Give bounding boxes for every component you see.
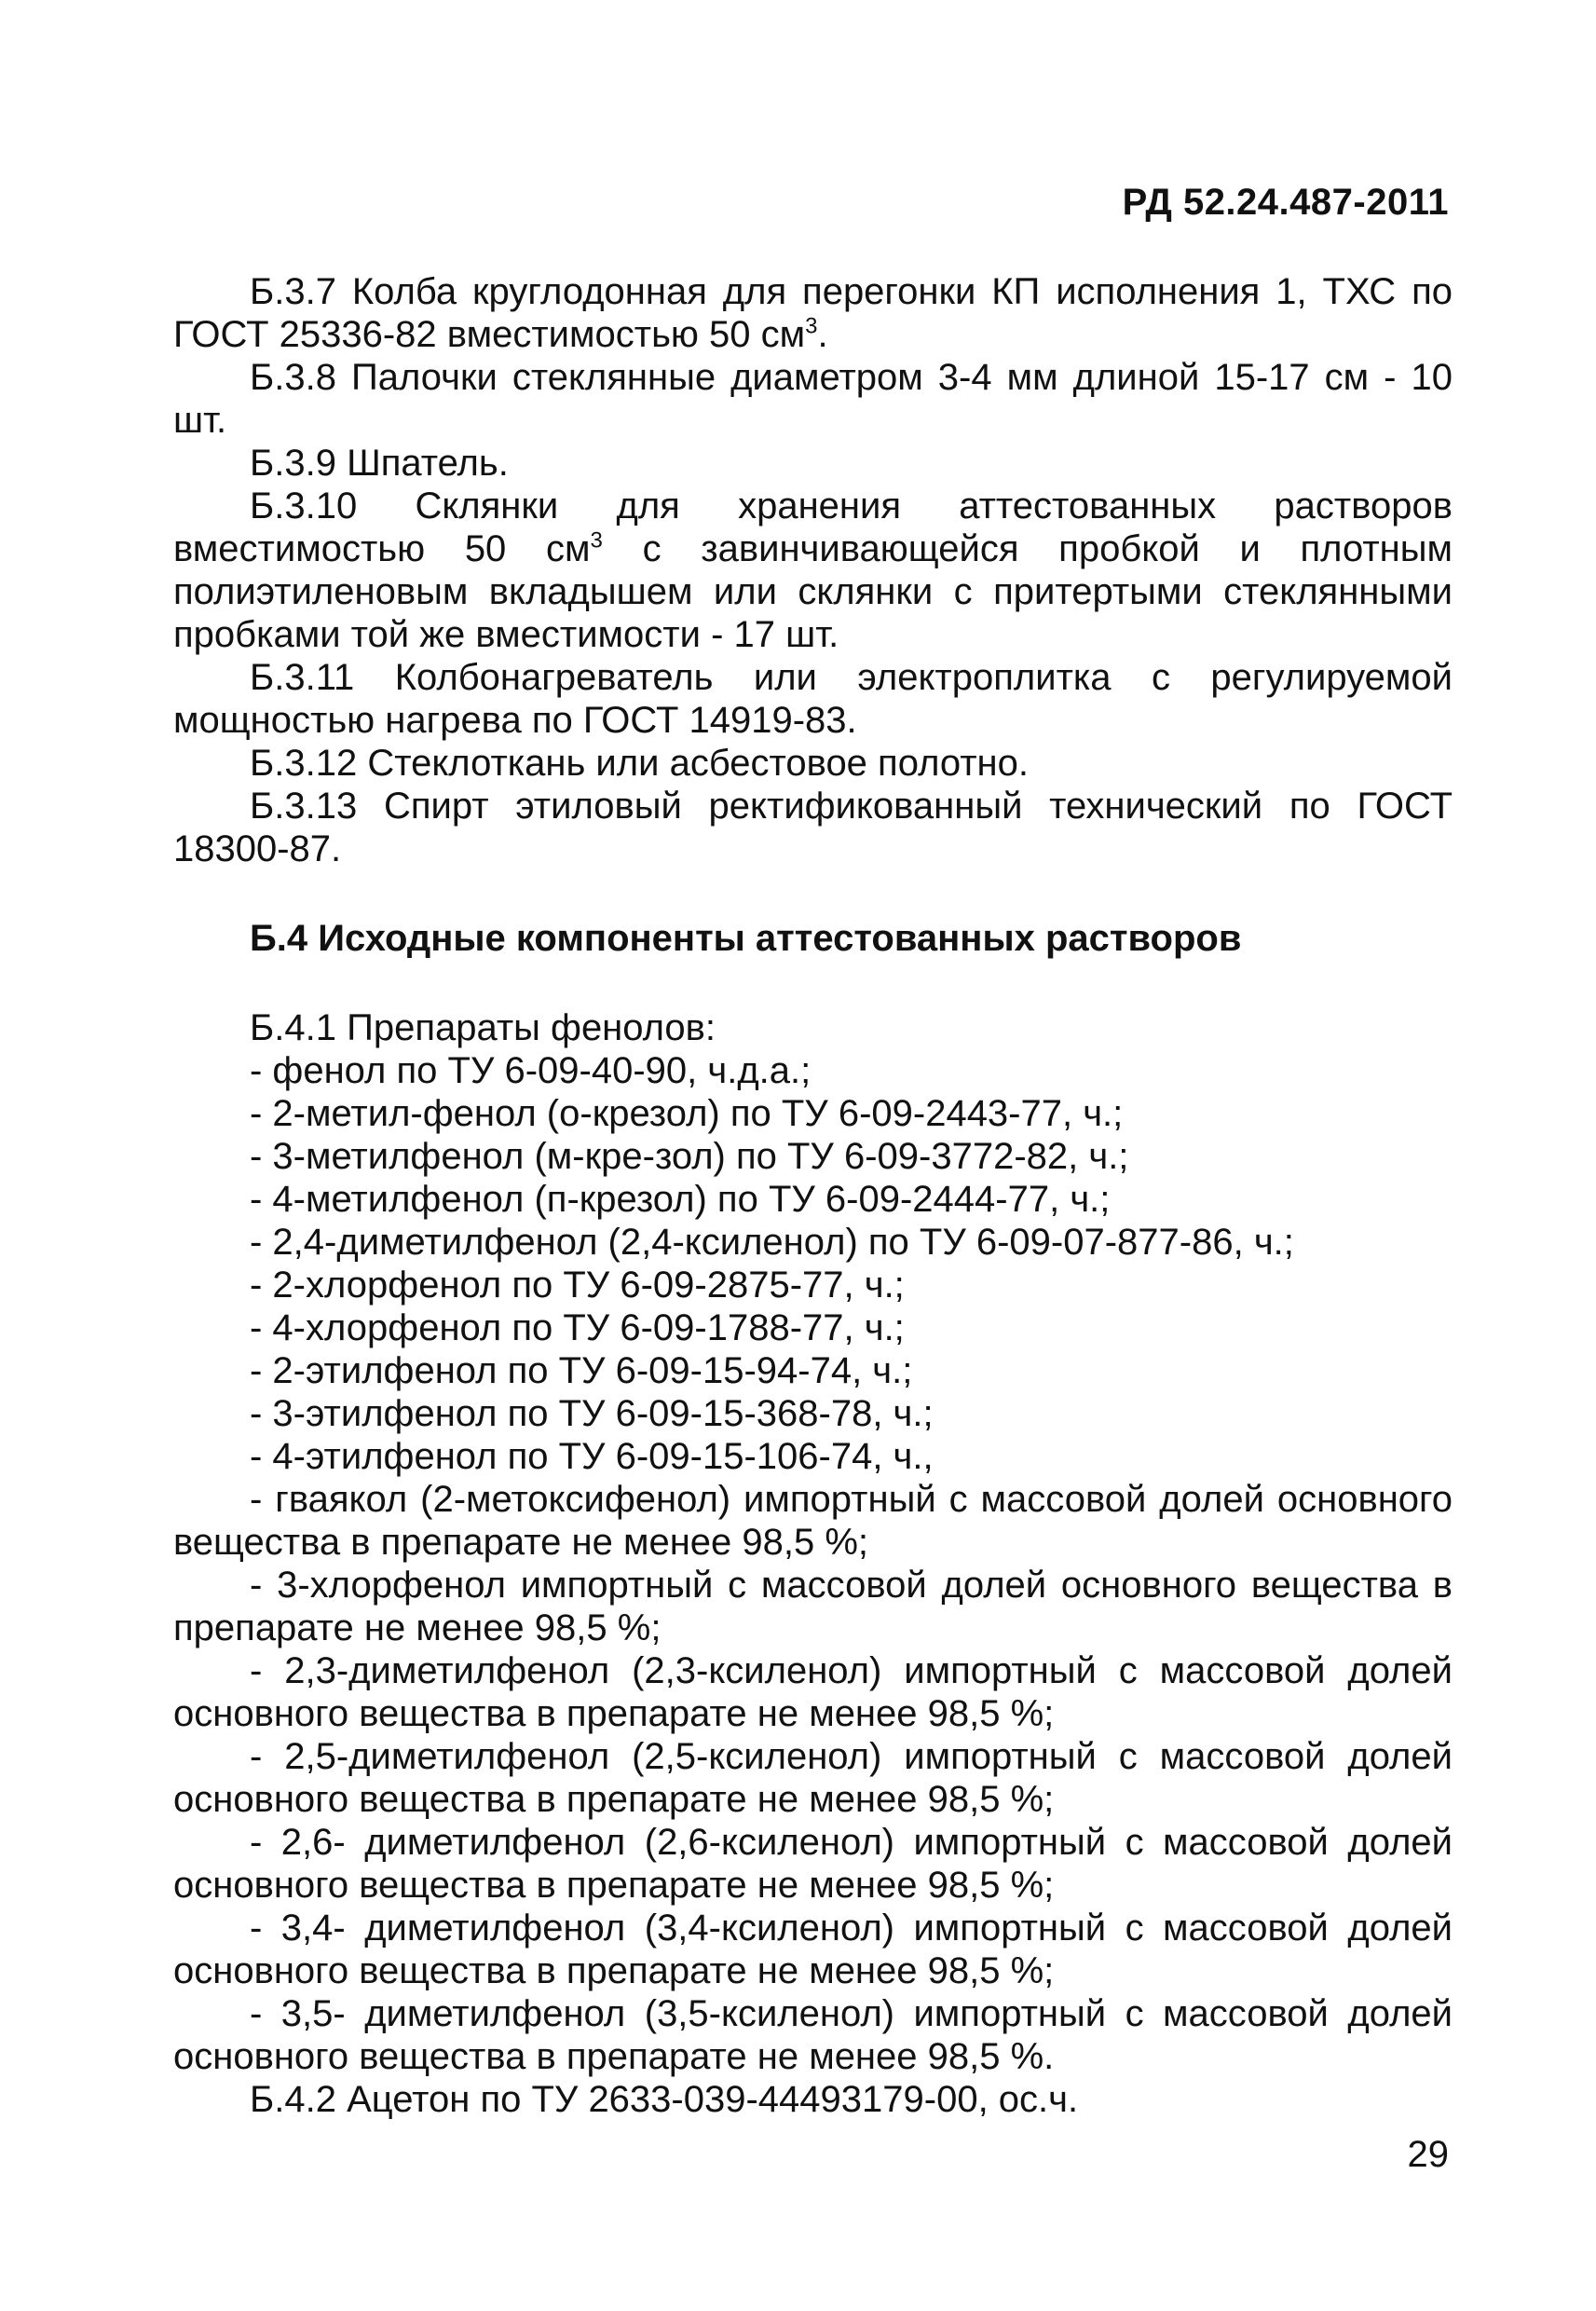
list-item: - 2-этилфенол по ТУ 6-09-15-94-74, ч.; (250, 1350, 913, 1391)
document-body (173, 270, 1453, 2121)
item-b4-1-intro: Б.4.1 Препараты фенолов: (250, 1007, 716, 1048)
list-item: - 2,5-диметилфенол (2,5-ксиленол) импортный с массовой долей основного вещества в препарате не менее 98,5 %; (173, 1736, 1453, 1820)
item-b4-2: Б.4.2 Ацетон по ТУ 2633-039-44493179-00, ос.ч. (250, 2079, 1079, 2120)
list-item: - 3-этилфенол по ТУ 6-09-15-368-78, ч.; (250, 1393, 934, 1434)
list-item: - 4-хлорфенол по ТУ 6-09-1788-77, ч.; (250, 1307, 905, 1348)
list-item: - 2,4-диметилфенол (2,4-ксиленол) по ТУ 6-09-07-877-86, ч.; (250, 1222, 1294, 1263)
list-item: - 3,4- диметилфенол (3,4-ксиленол) импортный с массовой долей основного вещества в препарате не менее 98,5 %; (173, 1908, 1453, 1991)
list-item: - 2-хлорфенол по ТУ 6-09-2875-77, ч.; (250, 1265, 905, 1306)
list-item: - 4-этилфенол по ТУ 6-09-15-106-74, ч., (250, 1436, 934, 1477)
list-item: - 2,6- диметилфенол (2,6-ксиленол) импортный с массовой долей основного вещества в препарате не менее 98,5 %; (173, 1822, 1453, 1906)
phenol-list (173, 1049, 1453, 2078)
list-item: - 4-метилфенол (п-крезол) по ТУ 6-09-2444-77, ч.; (250, 1179, 1111, 1220)
item-b3-13: Б.3.13 Спирт этиловый ректификованный технический по ГОСТ 18300-87. (173, 786, 1453, 869)
item-b3-11: Б.3.11 Колбонагреватель или электроплитка с регулируемой мощностью нагрева по ГОСТ 14919-83. (173, 657, 1453, 741)
item-b3-8: Б.3.8 Палочки стеклянные диаметром 3-4 мм длиной 15-17 см - 10 шт. (173, 357, 1453, 441)
page-number: 29 (1407, 2134, 1449, 2175)
item-b3-12: Б.3.12 Стеклоткань или асбестовое полотно. (250, 743, 1029, 784)
list-item: - фенол по ТУ 6-09-40-90, ч.д.а.; (250, 1050, 812, 1091)
list-item: - 3-метилфенол (м-кре-зол) по ТУ 6-09-3772-82, ч.; (250, 1136, 1129, 1177)
list-item: - 2,3-диметилфенол (2,3-ксиленол) импортный с массовой долей основного вещества в препарате не менее 98,5 %; (173, 1650, 1453, 1734)
list-item: - гваякол (2-метоксифенол) импортный с массовой долей основного вещества в препарате не менее 98,5 %; (173, 1479, 1453, 1563)
list-item: - 3-хлорфенол импортный с массовой долей основного вещества в препарате не менее 98,5 %; (173, 1565, 1453, 1648)
item-b3-7: Б.3.7 Колба круглодонная для перегонки КП исполнения 1, ТХС по ГОСТ 25336-82 вместимостью 50 $см^3$. (173, 271, 1453, 355)
list-item: - 2-метил-фенол (о-крезол) по ТУ 6-09-2443-77, ч.; (250, 1093, 1124, 1134)
list-item: - 3,5- диметилфенол (3,5-ксиленол) импортный с массовой долей основного вещества в препарате не менее 98,5 %. (173, 1993, 1453, 2077)
item-b3-10: Б.3.10 Склянки для хранения аттестованных растворов вместимостью 50 $см^3$ с завинчивающейся пробкой и плотным полиэтиленовым вкладышем или склянки с притертыми стеклянными пробками той же вместимости - 17 шт. (173, 485, 1453, 655)
section-title-b4: Б.4 Исходные компоненты аттестованных растворов (250, 918, 1242, 959)
document-code: РД 52.24.487-2011 (1122, 182, 1449, 223)
b3-items (173, 270, 1453, 870)
item-b3-9: Б.3.9 Шпатель. (250, 443, 509, 484)
